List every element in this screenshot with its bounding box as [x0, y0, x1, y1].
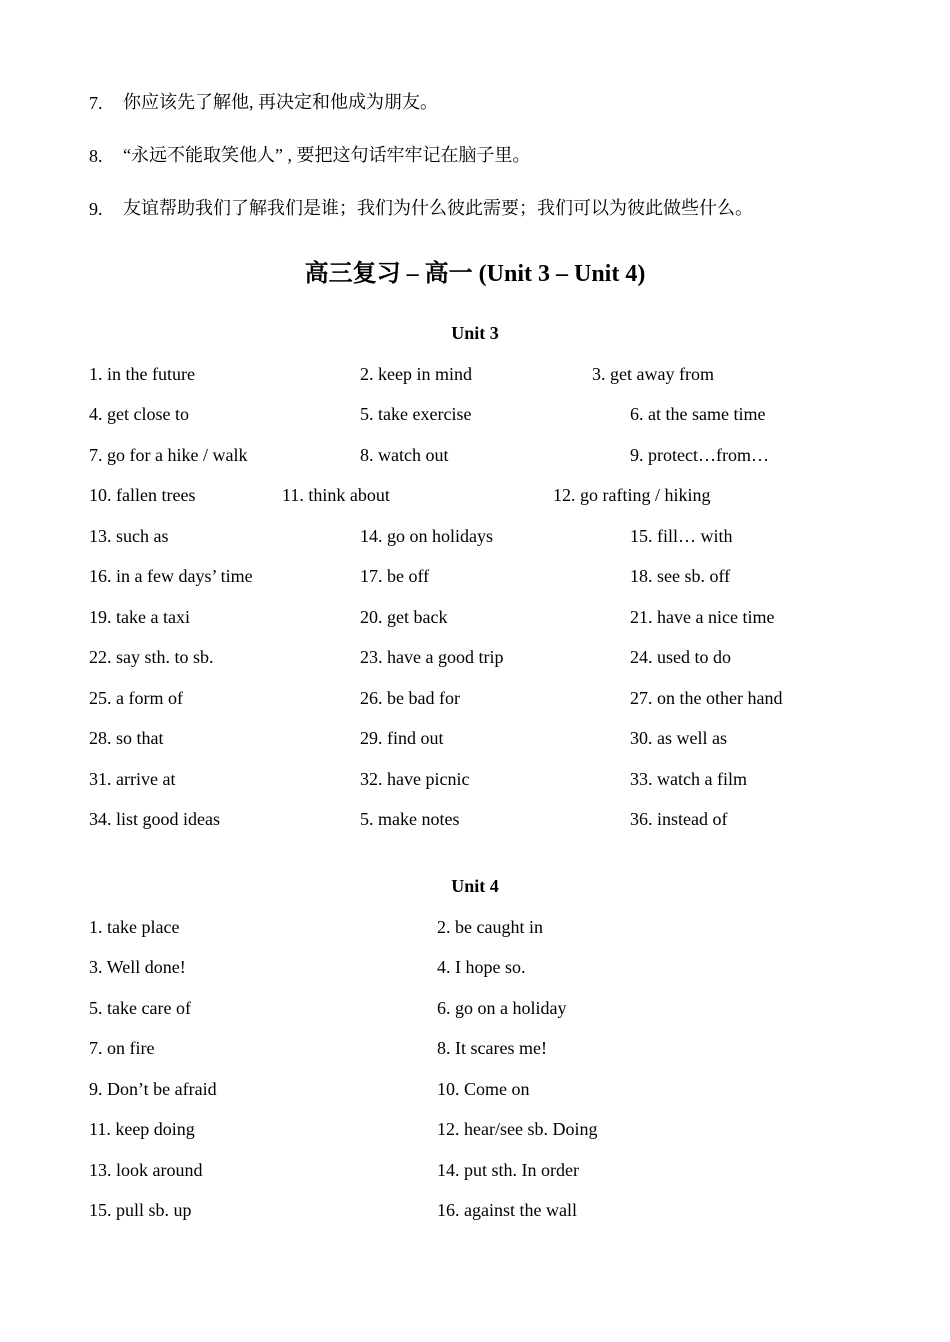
list-item: 16. against the wall: [437, 1200, 577, 1220]
list-item: 29. find out: [360, 728, 444, 748]
list-item: 32. have picnic: [360, 769, 470, 789]
sentence-9-text: 友谊帮助我们了解我们是谁；我们为什么彼此需要；我们可以为彼此做些什么。: [123, 198, 753, 218]
unit4-heading: Unit 4: [451, 876, 499, 896]
list-item: 9. Don’t be afraid: [89, 1079, 217, 1099]
list-item: 10. Come on: [437, 1079, 530, 1099]
list-item: 23. have a good trip: [360, 647, 504, 667]
list-item: 30. as well as: [630, 728, 727, 748]
list-item: 10. fallen trees: [89, 485, 196, 505]
list-item: 36. instead of: [630, 809, 728, 829]
document-title: 高三复习 – 高一 (Unit 3 – Unit 4): [304, 261, 646, 287]
list-item: 8. watch out: [360, 445, 449, 465]
sentence-9-number: 9.: [89, 199, 103, 219]
list-item: 14. go on holidays: [360, 526, 493, 546]
list-item: 5. make notes: [360, 809, 460, 829]
list-item: 11. think about: [282, 485, 390, 505]
list-item: 2. keep in mind: [360, 364, 472, 384]
list-item: 17. be off: [360, 566, 430, 586]
list-item: 4. get close to: [89, 404, 189, 424]
sentence-7-text: 你应该先了解他, 再决定和他成为朋友。: [123, 92, 438, 112]
list-item: 7. go for a hike / walk: [89, 445, 248, 465]
list-item: 4. I hope so.: [437, 957, 526, 977]
list-item: 12. hear/see sb. Doing: [437, 1119, 598, 1139]
list-item: 16. in a few days’ time: [89, 566, 253, 586]
list-item: 1. in the future: [89, 364, 195, 384]
list-item: 8. It scares me!: [437, 1038, 547, 1058]
list-item: 19. take a taxi: [89, 607, 190, 627]
list-item: 15. fill… with: [630, 526, 733, 546]
sentence-8-text: “永远不能取笑他人” , 要把这句话牢牢记在脑子里。: [123, 145, 531, 165]
list-item: 20. get back: [360, 607, 448, 627]
list-item: 21. have a nice time: [630, 607, 775, 627]
list-item: 27. on the other hand: [630, 688, 783, 708]
sentence-8-number: 8.: [89, 146, 103, 166]
list-item: 22. say sth. to sb.: [89, 647, 214, 667]
list-item: 31. arrive at: [89, 769, 176, 789]
list-item: 33. watch a film: [630, 769, 747, 789]
list-item: 24. used to do: [630, 647, 731, 667]
list-item: 11. keep doing: [89, 1119, 195, 1139]
list-item: 26. be bad for: [360, 688, 460, 708]
list-item: 13. look around: [89, 1160, 203, 1180]
list-item: 15. pull sb. up: [89, 1200, 192, 1220]
list-item: 5. take exercise: [360, 404, 472, 424]
list-item: 5. take care of: [89, 998, 191, 1018]
sentence-7-number: 7.: [89, 93, 103, 113]
list-item: 34. list good ideas: [89, 809, 220, 829]
list-item: 9. protect…from…: [630, 445, 769, 465]
list-item: 12. go rafting / hiking: [553, 485, 711, 505]
list-item: 7. on fire: [89, 1038, 155, 1058]
list-item: 1. take place: [89, 917, 180, 937]
list-item: 25. a form of: [89, 688, 183, 708]
list-item: 28. so that: [89, 728, 164, 748]
list-item: 2. be caught in: [437, 917, 543, 937]
list-item: 6. go on a holiday: [437, 998, 567, 1018]
list-item: 13. such as: [89, 526, 169, 546]
list-item: 3. get away from: [592, 364, 714, 384]
list-item: 6. at the same time: [630, 404, 766, 424]
unit3-heading: Unit 3: [451, 323, 499, 343]
list-item: 14. put sth. In order: [437, 1160, 579, 1180]
list-item: 3. Well done!: [89, 957, 186, 977]
list-item: 18. see sb. off: [630, 566, 731, 586]
